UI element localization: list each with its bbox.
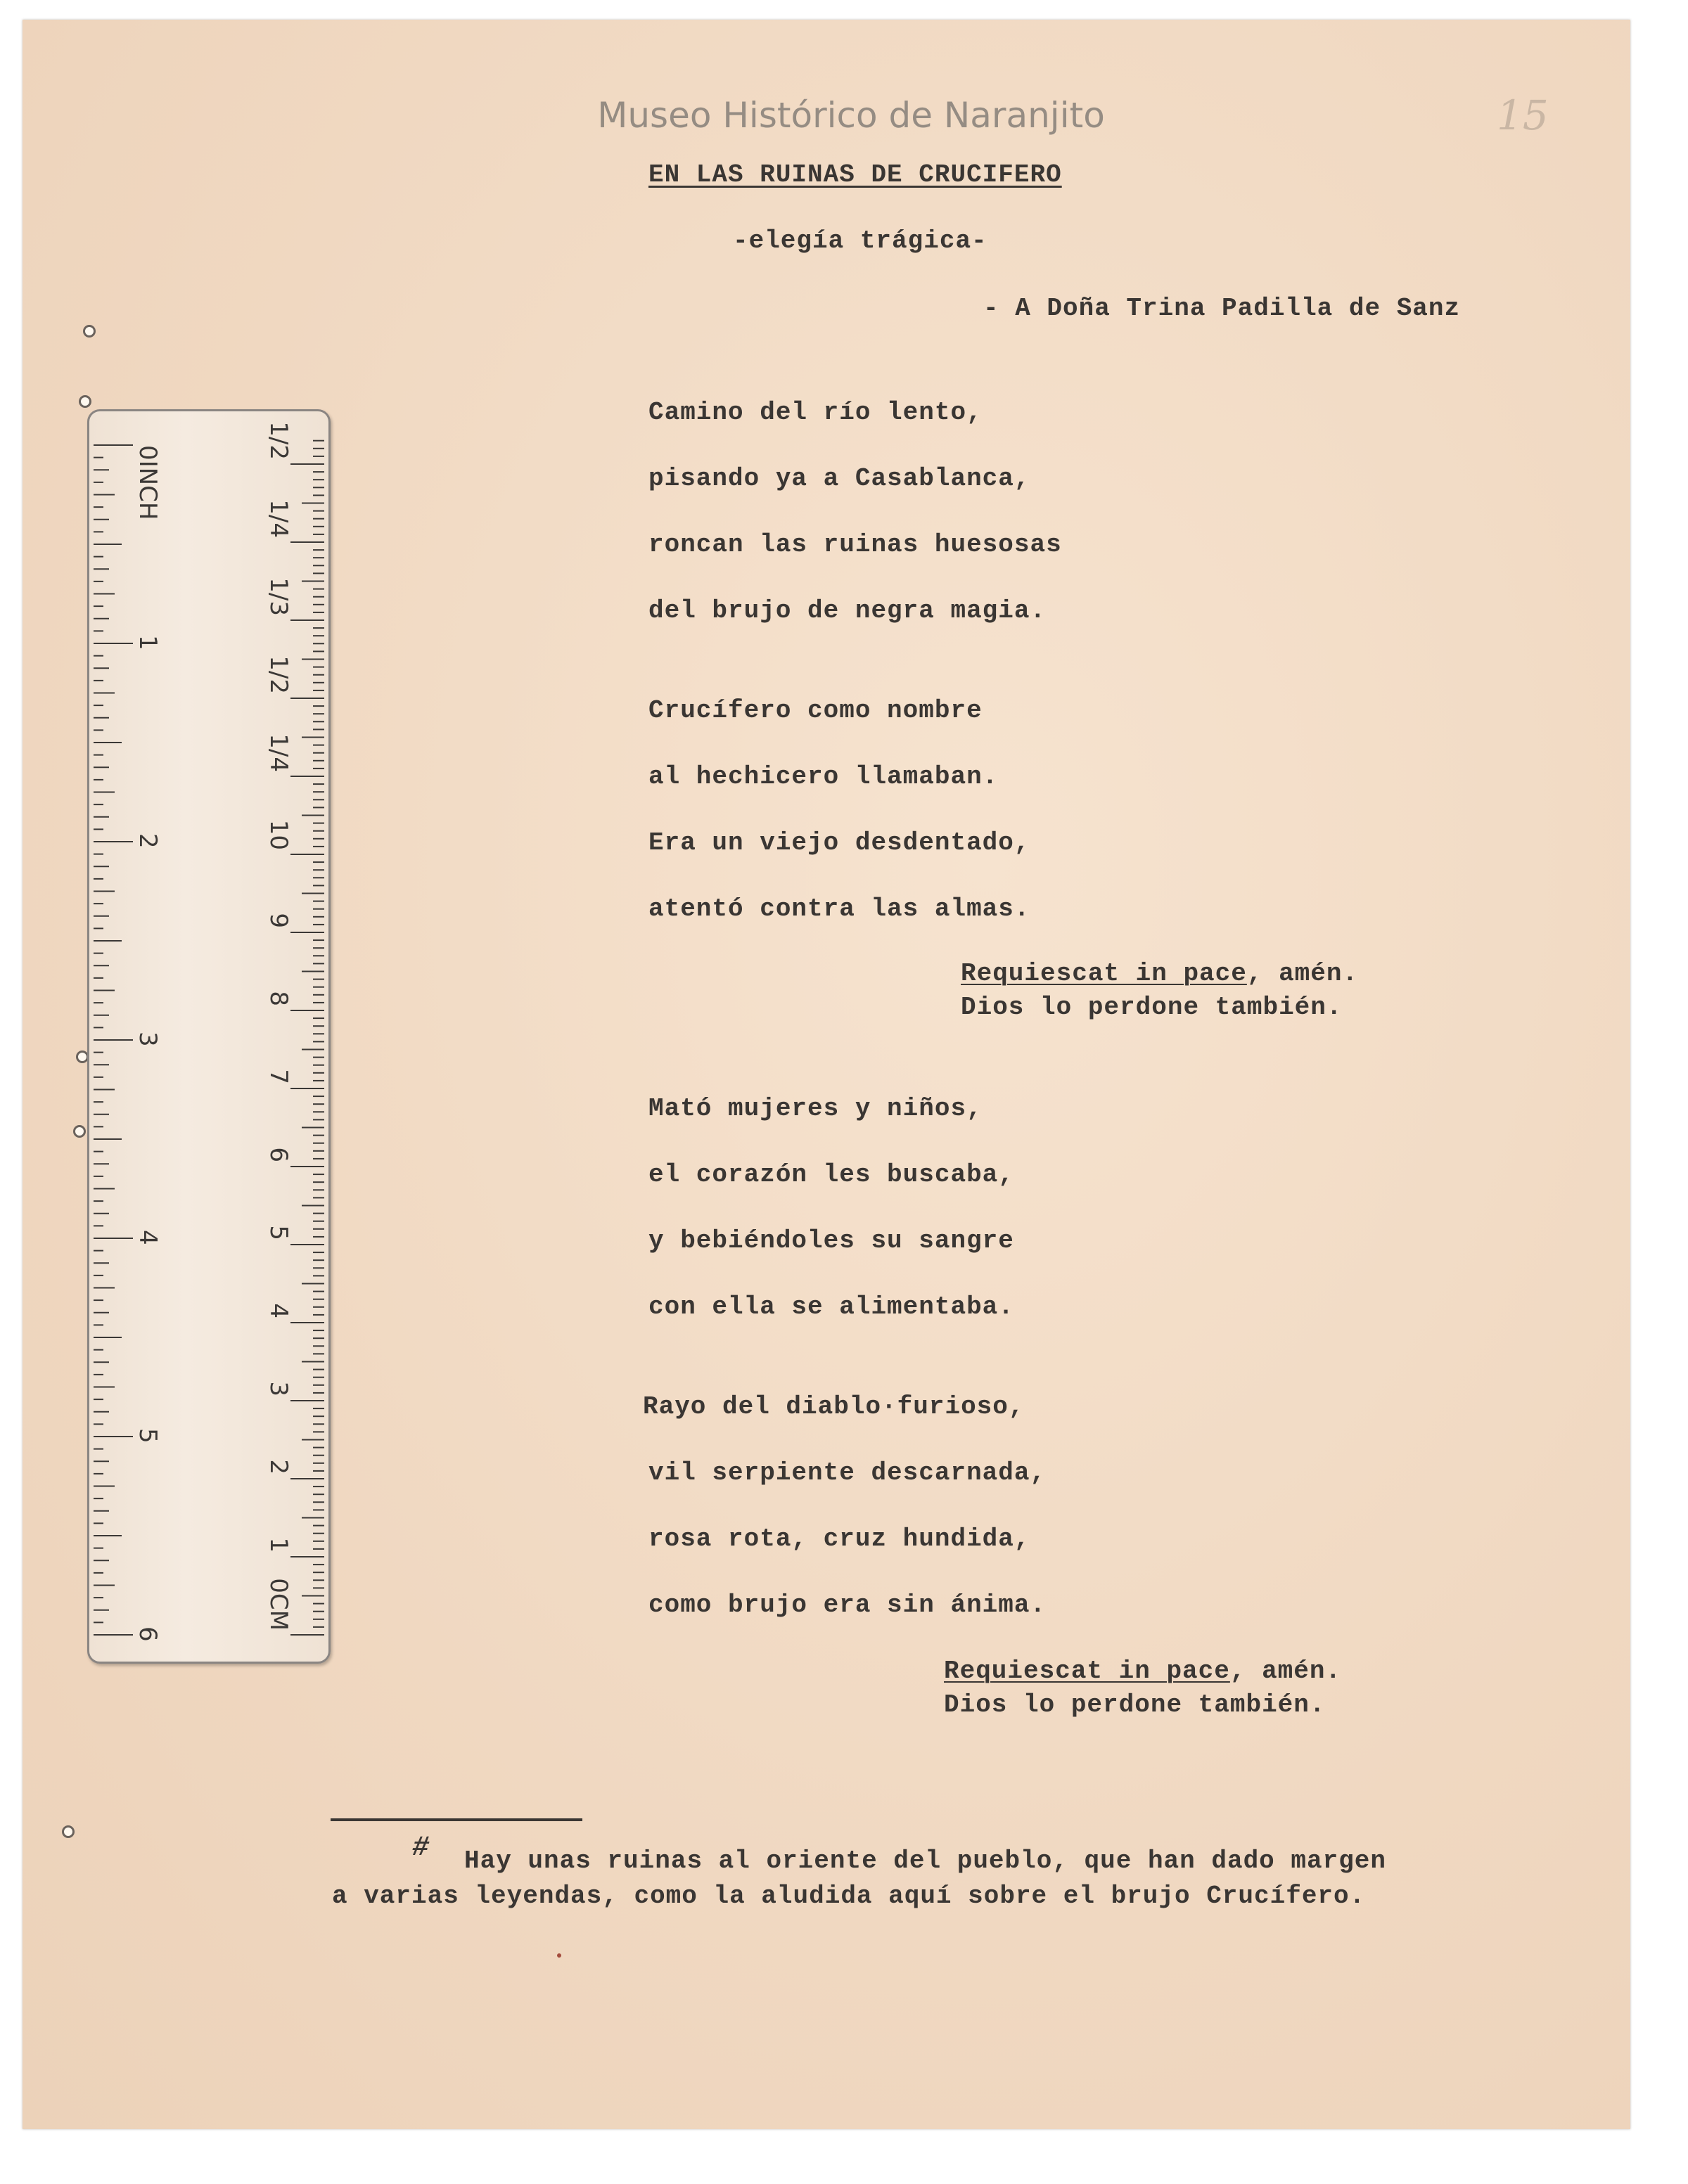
verse-line: atentó contra las almas. xyxy=(648,894,1030,923)
refrain-latin: Requiescat in pace xyxy=(961,959,1247,988)
inch-number: 2 xyxy=(134,833,162,849)
punch-hole xyxy=(62,1825,75,1838)
punch-hole xyxy=(73,1125,86,1138)
footnote-rule xyxy=(331,1818,582,1821)
cm-number: 5 xyxy=(264,1225,293,1240)
verse-line: Rayo del diablo·furioso, xyxy=(643,1392,1025,1421)
verse-line: y bebiéndoles su sangre xyxy=(648,1226,1014,1255)
verse-line: Era un viejo desdentado, xyxy=(648,828,1030,857)
inch-number: 6 xyxy=(134,1626,162,1642)
refrain-latin-line xyxy=(944,1657,1341,1685)
refrain-amen: , amén. xyxy=(1229,1657,1342,1685)
verse-line: vil serpiente descarnada, xyxy=(648,1458,1047,1487)
cm-number: 0CM xyxy=(264,1578,293,1631)
inch-number: 1 xyxy=(134,635,162,650)
verse-line: al hechicero llamaban. xyxy=(648,762,999,791)
page-number: 15 xyxy=(1497,91,1549,139)
footnote-line-1: Hay unas ruinas al oriente del pueblo, que han dado margen xyxy=(464,1846,1387,1875)
poem-dedication: - A Doña Trina Padilla de Sanz xyxy=(983,294,1461,323)
refrain-line-2: Dios lo perdone también. xyxy=(961,993,1343,1022)
verse-line: rosa rota, cruz hundida, xyxy=(648,1524,1030,1553)
verse-line: como brujo era sin ánima. xyxy=(648,1591,1047,1619)
cm-number: 1/4 xyxy=(264,733,293,772)
punch-hole xyxy=(79,395,91,408)
cm-number: 1/4 xyxy=(264,499,293,538)
cm-number: 9 xyxy=(264,913,293,928)
ruler-scale xyxy=(89,411,328,1662)
verse-line: del brujo de negra magia. xyxy=(648,596,1047,625)
cm-number: 1/2 xyxy=(264,655,293,694)
footnote-mark: # xyxy=(412,1832,430,1864)
inch-number: 4 xyxy=(134,1230,162,1245)
cm-number: 7 xyxy=(264,1069,293,1084)
cm-number: 2 xyxy=(264,1459,293,1475)
punch-hole xyxy=(83,325,96,338)
verse-line: Crucífero como nombre xyxy=(648,696,983,725)
poem-subtitle: -elegía trágica- xyxy=(733,226,987,255)
verse-line: pisando ya a Casablanca, xyxy=(648,464,1030,493)
inch-number: 3 xyxy=(134,1032,162,1047)
verse-line: Camino del río lento, xyxy=(648,398,983,427)
cm-number: 3 xyxy=(264,1381,293,1396)
refrain-amen: , amén. xyxy=(1246,959,1359,988)
museum-watermark: Museo Histórico de Naranjito xyxy=(597,95,1105,136)
cm-number: 1/3 xyxy=(264,577,293,616)
cm-number: 4 xyxy=(264,1303,293,1318)
refrain-latin: Requiescat in pace xyxy=(944,1657,1230,1685)
inch-number: 5 xyxy=(134,1428,162,1444)
cm-number: 1 xyxy=(264,1537,293,1553)
inch-zero-label: 0INCH xyxy=(134,445,162,520)
verse-line: Mató mujeres y niños, xyxy=(648,1094,983,1123)
cm-number: 6 xyxy=(264,1147,293,1162)
verse-line: roncan las ruinas huesosas xyxy=(648,530,1062,559)
cm-number: 10 xyxy=(264,819,293,850)
refrain-line-2: Dios lo perdone también. xyxy=(944,1690,1326,1719)
cm-number: 8 xyxy=(264,991,293,1006)
measurement-ruler xyxy=(87,409,331,1664)
refrain-latin-line xyxy=(961,959,1358,988)
poem-title: EN LAS RUINAS DE CRUCIFERO xyxy=(648,160,1062,189)
verse-line: con ella se alimentaba. xyxy=(648,1292,1014,1321)
verse-line: el corazón les buscaba, xyxy=(648,1160,1014,1189)
paper-speck xyxy=(557,1953,561,1958)
cm-number: 1/2 xyxy=(264,421,293,460)
footnote-line-2: a varias leyendas, como la aludida aquí sobre el brujo Crucífero. xyxy=(332,1882,1366,1910)
